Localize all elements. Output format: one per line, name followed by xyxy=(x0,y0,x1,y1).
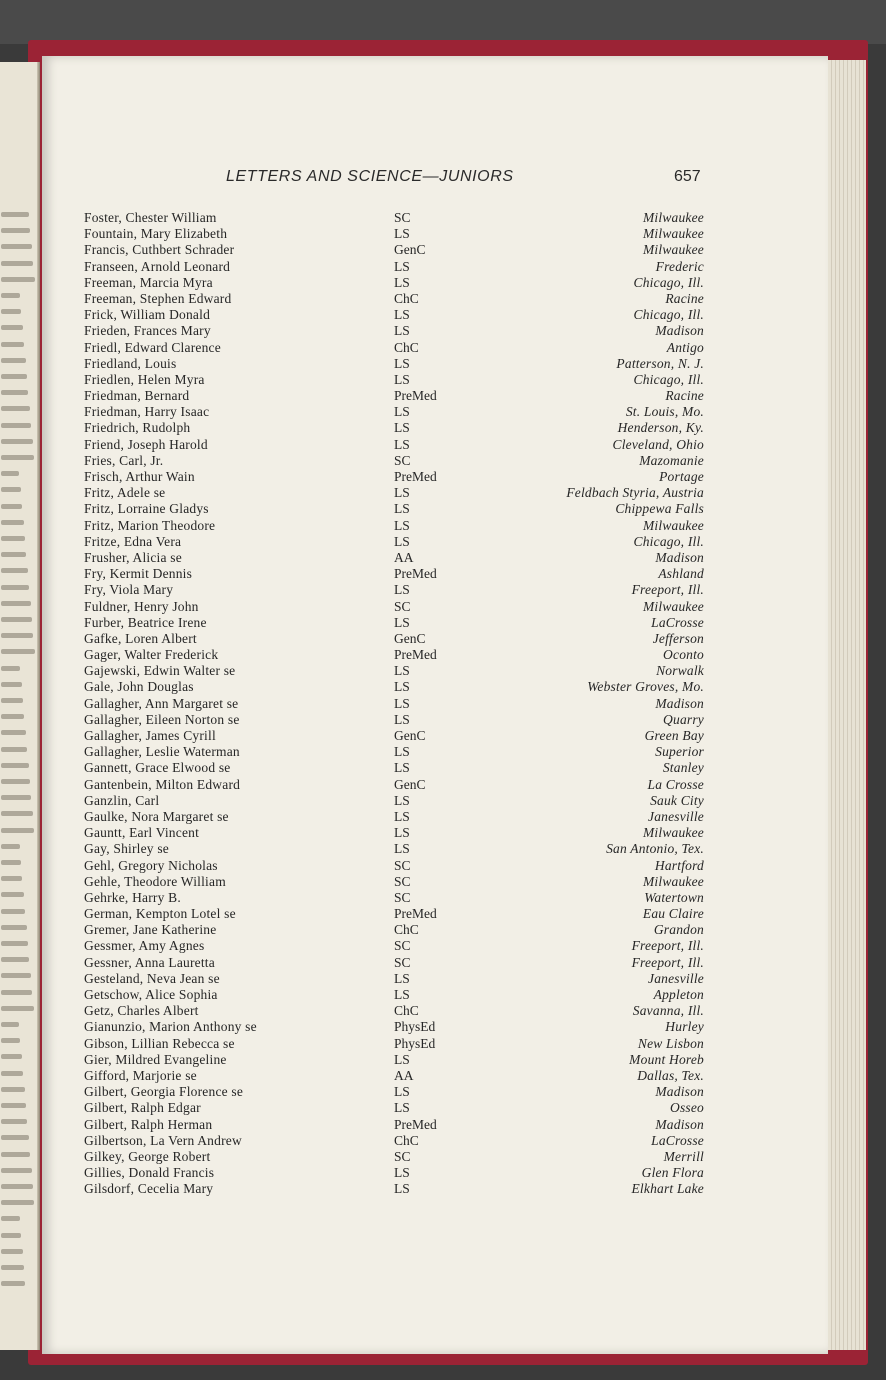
student-name: Gilbertson, La Vern Andrew xyxy=(84,1132,242,1148)
course-code: ChC xyxy=(394,290,419,306)
hometown: Ashland xyxy=(658,566,704,582)
student-name: Gale, John Douglas xyxy=(84,679,194,695)
course-code: LS xyxy=(394,226,410,242)
course-code: LS xyxy=(394,679,410,695)
course-code: LS xyxy=(394,792,410,808)
course-code: LS xyxy=(394,420,410,436)
course-code: LS xyxy=(394,1165,410,1181)
facing-page-edge xyxy=(0,62,40,1350)
course-code: LS xyxy=(394,533,410,549)
list-item xyxy=(84,744,704,760)
course-code: ChC xyxy=(394,339,419,355)
course-code: PreMed xyxy=(394,906,437,922)
student-name: Furber, Beatrice Irene xyxy=(84,614,207,630)
student-name: Fry, Kermit Dennis xyxy=(84,566,193,582)
course-code: LS xyxy=(394,274,410,290)
student-name: Freeman, Stephen Edward xyxy=(84,290,232,306)
list-item xyxy=(84,777,704,793)
list-item xyxy=(84,906,704,922)
course-code: LS xyxy=(394,695,410,711)
course-code: LS xyxy=(394,663,410,679)
course-code: LS xyxy=(394,371,410,387)
list-item xyxy=(84,599,704,615)
course-code: GenC xyxy=(394,776,426,792)
student-name: Fritz, Lorraine Gladys xyxy=(84,501,209,517)
course-code: AA xyxy=(394,549,414,565)
list-item xyxy=(84,356,704,372)
hometown: LaCrosse xyxy=(651,1132,704,1148)
course-code: PreMed xyxy=(394,1116,437,1132)
student-name: Gannett, Grace Elwood se xyxy=(84,760,231,776)
list-item xyxy=(84,987,704,1003)
hometown: Milwaukee xyxy=(642,226,704,242)
student-name: Gallagher, Leslie Waterman xyxy=(84,744,240,760)
hometown: Green Bay xyxy=(644,728,704,743)
list-item xyxy=(84,1036,704,1052)
student-name: Gier, Mildred Evangeline xyxy=(84,1051,227,1067)
course-code: ChC xyxy=(394,1132,419,1148)
list-item xyxy=(84,226,704,242)
hometown: Stanley xyxy=(662,760,704,776)
list-item xyxy=(84,1117,704,1133)
list-item xyxy=(84,388,704,404)
course-code: LS xyxy=(394,970,410,986)
student-name: Gilbert, Ralph Edgar xyxy=(84,1100,201,1116)
scan-background xyxy=(0,0,886,44)
list-item xyxy=(84,340,704,356)
list-item xyxy=(84,728,704,744)
list-item xyxy=(84,1149,704,1165)
hometown: Milwaukee xyxy=(642,825,704,841)
hometown: Glen Flora xyxy=(641,1165,704,1181)
list-item xyxy=(84,1019,704,1035)
student-name: Gajewski, Edwin Walter se xyxy=(84,663,236,679)
hometown: Patterson, N. J. xyxy=(616,355,704,371)
hometown: Milwaukee xyxy=(642,242,704,258)
student-name: Friedrich, Rudolph xyxy=(84,420,191,436)
hometown: Madison xyxy=(655,323,704,339)
list-item xyxy=(84,534,704,550)
student-name: Fuldner, Henry John xyxy=(84,598,199,614)
course-code: SC xyxy=(394,210,411,225)
student-name: Frusher, Alicia se xyxy=(84,549,182,565)
hometown: Antigo xyxy=(666,339,704,355)
list-item xyxy=(84,259,704,275)
student-name: German, Kempton Lotel se xyxy=(84,906,236,922)
course-code: LS xyxy=(394,501,410,517)
course-code: SC xyxy=(394,857,411,873)
hometown: La Crosse xyxy=(647,776,704,792)
list-item xyxy=(84,647,704,663)
student-name: Ganzlin, Carl xyxy=(84,792,160,808)
hometown: Appleton xyxy=(653,987,704,1002)
student-name: Gremer, Jane Katherine xyxy=(84,922,217,938)
list-item xyxy=(84,485,704,501)
hometown: Chicago, Ill. xyxy=(633,371,704,387)
student-name: Gifford, Marjorie se xyxy=(84,1067,197,1083)
hometown: Dallas, Tex. xyxy=(637,1067,704,1083)
list-item xyxy=(84,696,704,712)
course-code: LS xyxy=(394,1051,410,1067)
list-item xyxy=(84,874,704,890)
course-code: PhysEd xyxy=(394,1035,436,1051)
hometown: Hurley xyxy=(665,1019,704,1035)
course-code: LS xyxy=(394,760,410,776)
page-number: 657 xyxy=(674,168,701,185)
course-code: LS xyxy=(394,711,410,727)
student-name: Gilbert, Ralph Herman xyxy=(84,1116,213,1132)
list-item xyxy=(84,955,704,971)
list-item xyxy=(84,275,704,291)
hometown: Merrill xyxy=(663,1148,704,1164)
course-code: LS xyxy=(394,841,410,857)
student-name: Friedland, Louis xyxy=(84,355,177,371)
hometown: Elkhart Lake xyxy=(631,1181,704,1197)
hometown: Racine xyxy=(665,290,704,306)
student-name: Freeman, Marcia Myra xyxy=(84,274,213,290)
list-item xyxy=(84,372,704,388)
course-code: LS xyxy=(394,582,410,598)
course-code: PhysEd xyxy=(394,1019,436,1035)
running-head xyxy=(0,168,886,190)
course-code: GenC xyxy=(394,728,426,743)
course-code: LS xyxy=(394,323,410,339)
course-code: GenC xyxy=(394,242,426,258)
course-code: SC xyxy=(394,954,411,970)
list-item xyxy=(84,307,704,323)
list-item xyxy=(84,922,704,938)
hometown: Mount Horeb xyxy=(629,1051,704,1067)
list-item xyxy=(84,420,704,436)
hometown: Henderson, Ky. xyxy=(617,420,704,436)
hometown: Racine xyxy=(665,388,704,404)
list-item xyxy=(84,793,704,809)
student-name: Frieden, Frances Mary xyxy=(84,323,211,339)
hometown: Hartford xyxy=(654,857,704,873)
student-name: Gallagher, Ann Margaret se xyxy=(84,695,239,711)
list-item xyxy=(84,971,704,987)
student-name: Gibson, Lillian Rebecca se xyxy=(84,1035,235,1051)
hometown: Grandon xyxy=(653,922,704,938)
list-item xyxy=(84,809,704,825)
student-name: Frisch, Arthur Wain xyxy=(84,469,195,484)
course-code: LS xyxy=(394,1084,410,1100)
student-name: Foster, Chester William xyxy=(84,210,217,225)
student-name: Gallagher, Eileen Norton se xyxy=(84,711,240,727)
student-name: Friend, Joseph Harold xyxy=(84,436,208,452)
list-item xyxy=(84,437,704,453)
student-name: Gesteland, Neva Jean se xyxy=(84,970,220,986)
hometown: Eau Claire xyxy=(642,906,704,922)
hometown: San Antonio, Tex. xyxy=(606,841,704,857)
hometown: Freeport, Ill. xyxy=(631,954,704,970)
course-code: LS xyxy=(394,744,410,760)
student-name: Getz, Charles Albert xyxy=(84,1003,199,1019)
student-name: Gilkey, George Robert xyxy=(84,1148,211,1164)
hometown: Quarry xyxy=(663,711,704,727)
student-name: Friedman, Bernard xyxy=(84,388,190,404)
hometown: Madison xyxy=(655,1116,704,1132)
list-item xyxy=(84,679,704,695)
course-code: AA xyxy=(394,1067,414,1083)
list-item xyxy=(84,615,704,631)
hometown: Jefferson xyxy=(652,630,704,646)
hometown: Savanna, Ill. xyxy=(632,1003,704,1019)
hometown: Freeport, Ill. xyxy=(631,582,704,598)
course-code: SC xyxy=(394,452,411,468)
course-code: LS xyxy=(394,485,410,501)
course-code: PreMed xyxy=(394,566,437,582)
course-code: SC xyxy=(394,598,411,614)
hometown: Milwaukee xyxy=(642,210,704,225)
list-item xyxy=(84,858,704,874)
course-code: LS xyxy=(394,614,410,630)
course-code: LS xyxy=(394,808,410,824)
student-name: Gallagher, James Cyrill xyxy=(84,728,216,743)
course-code: LS xyxy=(394,307,410,323)
course-code: PreMed xyxy=(394,388,437,404)
hometown: Watertown xyxy=(644,889,704,905)
course-code: LS xyxy=(394,517,410,533)
page-title: LETTERS AND SCIENCE—JUNIORS xyxy=(226,168,514,185)
course-code: PreMed xyxy=(394,469,437,484)
list-item xyxy=(84,242,704,258)
list-item xyxy=(84,550,704,566)
student-name: Gilsdorf, Cecelia Mary xyxy=(84,1181,214,1197)
hometown: Oconto xyxy=(663,647,704,663)
course-code: SC xyxy=(394,889,411,905)
hometown: Frederic xyxy=(655,258,704,274)
hometown: Chicago, Ill. xyxy=(633,533,704,549)
hometown: New Lisbon xyxy=(637,1035,704,1051)
student-name: Fries, Carl, Jr. xyxy=(84,452,164,468)
course-code: PreMed xyxy=(394,647,437,663)
hometown: St. Louis, Mo. xyxy=(625,404,704,420)
student-name: Gauntt, Earl Vincent xyxy=(84,825,200,841)
list-item xyxy=(84,1084,704,1100)
student-name: Fritz, Adele se xyxy=(84,485,166,501)
list-item xyxy=(84,323,704,339)
student-name: Franseen, Arnold Leonard xyxy=(84,258,231,274)
student-name: Francis, Cuthbert Schrader xyxy=(84,242,235,258)
hometown: Chicago, Ill. xyxy=(633,307,704,323)
course-code: GenC xyxy=(394,630,426,646)
student-name: Fritz, Marion Theodore xyxy=(84,517,216,533)
student-name: Gessner, Anna Lauretta xyxy=(84,954,215,970)
list-item xyxy=(84,582,704,598)
list-item xyxy=(84,841,704,857)
list-item xyxy=(84,1052,704,1068)
student-name: Gafke, Loren Albert xyxy=(84,630,197,646)
hometown: Chicago, Ill. xyxy=(633,274,704,290)
list-item xyxy=(84,1068,704,1084)
hometown: LaCrosse xyxy=(651,614,704,630)
list-item xyxy=(84,210,704,226)
student-name: Gay, Shirley se xyxy=(84,841,169,857)
list-item xyxy=(84,1165,704,1181)
course-code: LS xyxy=(394,258,410,274)
course-code: ChC xyxy=(394,1003,419,1019)
list-item xyxy=(84,1181,704,1197)
hometown: Milwaukee xyxy=(642,873,704,889)
hometown: Mazomanie xyxy=(639,452,704,468)
student-name: Gehl, Gregory Nicholas xyxy=(84,857,218,873)
list-item xyxy=(84,1133,704,1149)
list-item xyxy=(84,938,704,954)
student-name: Gager, Walter Frederick xyxy=(84,647,219,663)
course-code: LS xyxy=(394,355,410,371)
student-name: Getschow, Alice Sophia xyxy=(84,987,218,1002)
hometown: Portage xyxy=(659,469,704,484)
list-item xyxy=(84,663,704,679)
hometown: Osseo xyxy=(670,1100,704,1116)
hometown: Sauk City xyxy=(650,792,704,808)
hometown: Madison xyxy=(655,1084,704,1100)
student-name: Frick, William Donald xyxy=(84,307,211,323)
hometown: Feldbach Styria, Austria xyxy=(566,485,704,501)
hometown: Webster Groves, Mo. xyxy=(587,679,704,695)
student-name: Fritze, Edna Vera xyxy=(84,533,182,549)
hometown: Janesville xyxy=(648,808,704,824)
hometown: Madison xyxy=(655,695,704,711)
list-item xyxy=(84,404,704,420)
course-code: LS xyxy=(394,404,410,420)
student-name: Gianunzio, Marion Anthony se xyxy=(84,1019,257,1035)
course-code: LS xyxy=(394,1181,410,1197)
student-name: Gillies, Donald Francis xyxy=(84,1165,215,1181)
hometown: Cleveland, Ohio xyxy=(612,436,704,452)
hometown: Janesville xyxy=(648,970,704,986)
student-name: Gessmer, Amy Agnes xyxy=(84,938,205,954)
course-code: LS xyxy=(394,987,410,1002)
list-item xyxy=(84,501,704,517)
course-code: SC xyxy=(394,873,411,889)
hometown: Superior xyxy=(655,744,704,760)
hometown: Norwalk xyxy=(656,663,704,679)
course-code: ChC xyxy=(394,922,419,938)
list-item xyxy=(84,825,704,841)
student-name: Gantenbein, Milton Edward xyxy=(84,776,241,792)
list-item xyxy=(84,760,704,776)
hometown: Milwaukee xyxy=(642,598,704,614)
list-item xyxy=(84,291,704,307)
hometown: Madison xyxy=(655,549,704,565)
list-item xyxy=(84,712,704,728)
course-code: LS xyxy=(394,1100,410,1116)
student-name: Fry, Viola Mary xyxy=(84,582,174,598)
student-name: Gehrke, Harry B. xyxy=(84,889,181,905)
student-name: Friedman, Harry Isaac xyxy=(84,404,210,420)
list-item xyxy=(84,631,704,647)
course-code: SC xyxy=(394,1148,411,1164)
list-item xyxy=(84,890,704,906)
student-name: Fountain, Mary Elizabeth xyxy=(84,226,228,242)
list-item xyxy=(84,469,704,485)
course-code: LS xyxy=(394,825,410,841)
course-code: LS xyxy=(394,436,410,452)
list-item xyxy=(84,566,704,582)
list-item xyxy=(84,453,704,469)
student-name: Friedl, Edward Clarence xyxy=(84,339,221,355)
course-code: SC xyxy=(394,938,411,954)
student-name: Gilbert, Georgia Florence se xyxy=(84,1084,244,1100)
hometown: Freeport, Ill. xyxy=(631,938,704,954)
hometown: Milwaukee xyxy=(642,517,704,533)
list-item xyxy=(84,518,704,534)
hometown: Chippewa Falls xyxy=(615,501,704,517)
student-name: Friedlen, Helen Myra xyxy=(84,371,205,387)
student-name: Gaulke, Nora Margaret se xyxy=(84,808,229,824)
student-list xyxy=(84,210,704,1197)
student-name: Gehle, Theodore William xyxy=(84,873,226,889)
list-item xyxy=(84,1100,704,1116)
list-item xyxy=(84,1003,704,1019)
